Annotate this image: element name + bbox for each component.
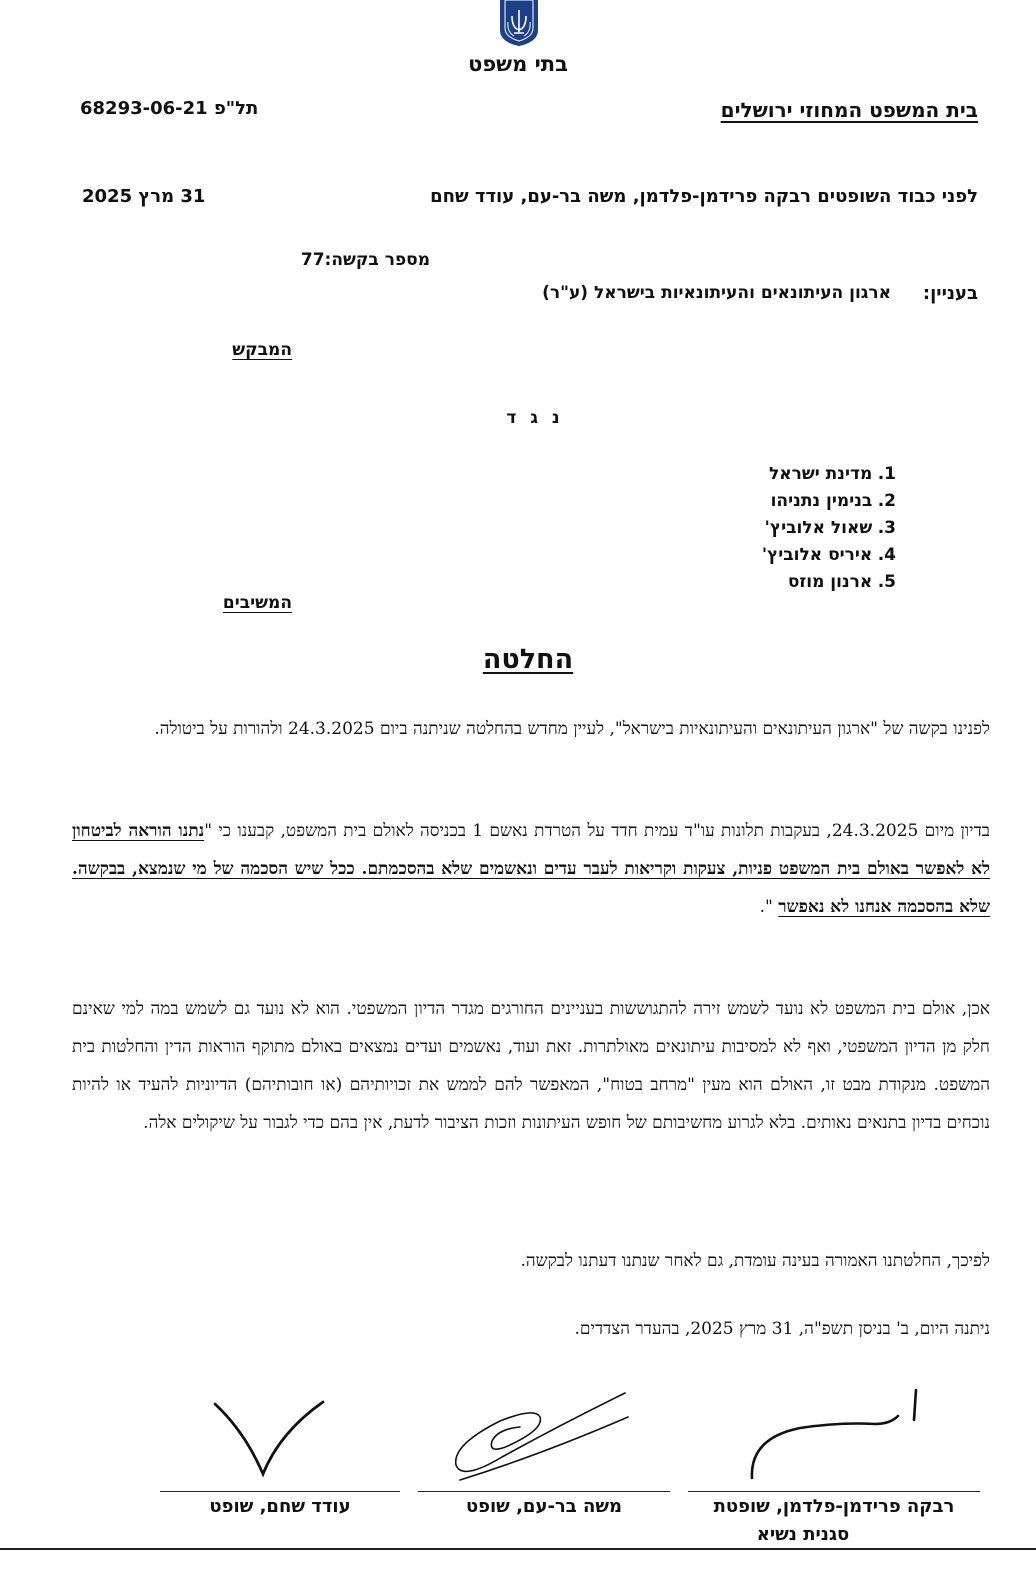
versus-label: נ ג ד [506, 408, 564, 428]
applicant-name: ארגון העיתונאים והעיתונאיות בישראל (ע"ר) [542, 283, 891, 303]
respondent-name: ארנון מוזס [787, 572, 873, 592]
paragraph-2-end: ". [759, 897, 779, 917]
signer-bar-am-name: משה בר-עם, שופט [465, 1496, 623, 1517]
respondent-number: 4. [877, 545, 896, 565]
applicant-role: המבקש [232, 340, 292, 360]
signature-shoham-icon [205, 1392, 335, 1482]
signer-shoham-name: עודד שחם, שופט [209, 1496, 351, 1517]
court-system-title: בתי משפט [468, 52, 568, 76]
respondent-number: 2. [877, 491, 896, 511]
signature-line [160, 1491, 400, 1492]
respondent-name: שאול אלוביץ' [764, 518, 873, 538]
signature-bar-am-icon [440, 1385, 640, 1490]
decision-given-line: ניתנה היום, ב' בניסן תשפ"ה, 31 מרץ 2025, בהעדר הצדדים. [574, 1319, 990, 1339]
respondent-item [762, 515, 896, 542]
signature-friedman-feldman-icon [740, 1378, 930, 1488]
decision-paragraph-1: לפנינו בקשה של "ארגון העיתונאים והעיתונאיות בישראל", לעיין מחדש בהחלטה שניתנה ביום 24.3.2025 ולהורות על ביטולה. [154, 719, 990, 739]
judges-line: לפני כבוד השופטים רבקה פרידמן-פלדמן, משה בר-עם, עודד שחם [430, 186, 978, 207]
respondents-list [762, 461, 896, 596]
respondent-number: 1. [877, 464, 896, 484]
signer-friedman-feldman-name: רבקה פרידמן-פלדמן, שופטת [713, 1496, 955, 1517]
court-name: בית המשפט המחוזי ירושלים [720, 98, 978, 122]
court-emblem-icon [498, 0, 540, 46]
request-number-label: מספר בקשה: [324, 250, 430, 270]
request-number-value: 77 [300, 250, 325, 270]
respondent-name: מדינת ישראל [768, 464, 873, 484]
respondents-role: המשיבים [222, 593, 292, 613]
signer-friedman-feldman-title: סגנית נשיא [756, 1524, 850, 1545]
case-prefix: תל"פ [213, 98, 259, 119]
bottom-border-line [0, 1548, 1036, 1550]
decision-date: 31 מרץ 2025 [82, 186, 206, 207]
respondent-name: בנימין נתניהו [770, 491, 873, 511]
respondent-number: 3. [877, 518, 896, 538]
signature-line [418, 1491, 670, 1492]
case-number-value: 68293-06-21 [80, 98, 208, 119]
case-number [80, 98, 258, 119]
signature-line [688, 1491, 980, 1492]
request-number [301, 250, 430, 270]
respondent-item [762, 542, 896, 569]
matter-label: בעניין: [922, 283, 978, 304]
respondent-name: איריס אלוביץ' [761, 545, 873, 565]
respondent-item [762, 488, 896, 515]
respondent-number: 5. [877, 572, 896, 592]
quoted-instruction: נתנו הוראה לביטחון לא לאפשר באולם בית המשפט פניות, צעקות וקריאות לעבר עדים ונאשמים שלא בהסכמתם. ככל שיש הסכמה של מי שנמצא, בבקשה. שלא בהסכמה אנחנו לא נאפשר [72, 821, 990, 917]
respondent-item [762, 569, 896, 596]
decision-paragraph-3: אכן, אולם בית המשפט לא נועד לשמש זירה להתגוששות בעניינים החורגים מגדר הדיון המשפטי. הוא לא נועד גם לשמש במה למי שאינם חלק מן הדיון המשפטי, ואף לא למסיבות עיתונאים מאולתרות. זאת ועוד, נאשמים ועדים נמצאים באולם מתוקף הוראות הדין והחלטות בית המשפט. מנקודת מבט זו, האולם הוא מעין "מרחב בטוח", המאפשר להם לממש את זכויותיהם (או חובותיהם) הדיוניות להעיד או להיות נוכחים בדיון בתנאים נאותים. בלא לגרוע מחשיבותם של חופש העיתונות וזכות הציבור לדעת, אין בהם כדי לגבור על שיקולים אלה. [72, 999, 990, 1133]
decision-paragraph-2 [72, 812, 990, 926]
decision-title: החלטה [482, 644, 574, 675]
respondent-item [762, 461, 896, 488]
decision-paragraph-4: לפיכך, החלטתנו האמורה בעינה עומדת, גם לאחר שנתנו דעתנו לבקשה. [520, 1251, 990, 1271]
paragraph-2-intro: בדיון מיום 24.3.2025, בעקבות תלונות עו"ד עמית חדד על הטרדת נאשם 1 בכניסה לאולם בית המשפט, קבענו כי " [204, 821, 990, 841]
